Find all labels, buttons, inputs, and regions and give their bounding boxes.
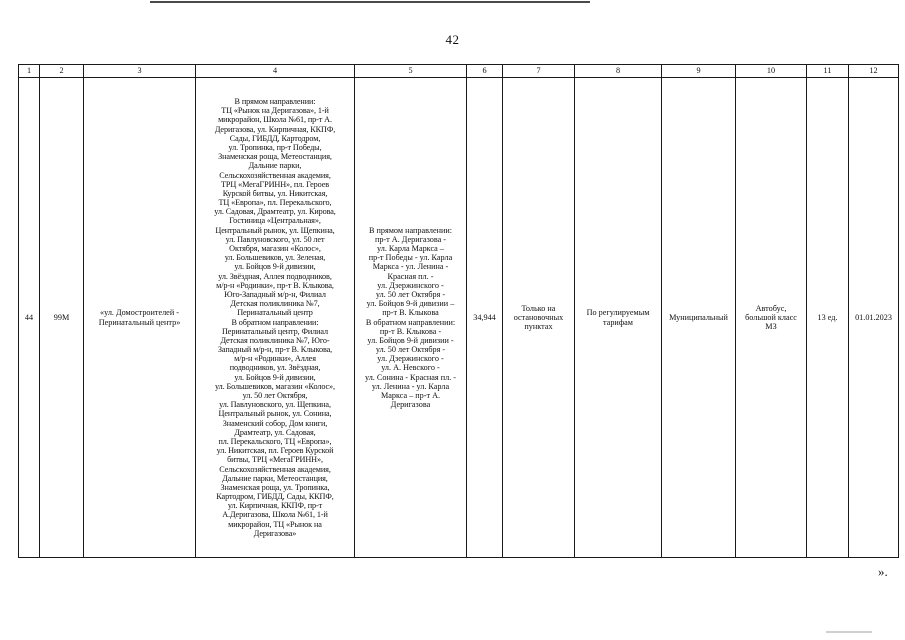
column-number-cell: 2 — [40, 65, 84, 78]
route-name-cell: «ул. Домостроителей - Перинатальный центр» — [84, 78, 196, 558]
intermediate-stops-cell: В прямом направлении: ТЦ «Рынок на Деригазова», 1-й микрорайон, Школа №61, пр-т А. Деригазова, ул. Кирпичная, ККПФ, Сады, ГИБДД, Картодром, ул. Тропинка, пр-т Победы, Знаменская роща, Метеостанция, Дальние парки, Сельскохозяйственная академия, ТРЦ «МегаГРИНН», пл. Героев Курской битвы, ул. Никитская, ТЦ «Европа», пл. Перекальского, ул. Садовая, Драмтеатр, ул. Кирова, Гостиница «Центральная», Центральный рынок, ул. Щепкина, ул. Павлуновского, ул. 50 лет Октября, магазин «Колос», ул. Большевиков, ул. Зеленая, ул. Бойцов 9-й дивизии, ул. Звёздная, Аллея подводников, м/р-н «Родинки», пр-т В. Клыкова, Юго-Западный м/р-н, Филиал Детская поликлиника №7, Перинатальный центр В обратном направлении: Перинатальный центр, Филиал Детская поликлиника №7, Юго- Западный м/р-н, пр-т В. Клыкова, м/р-н «Родинки», Аллея подводников, ул. Звёздная, ул. Бойцов 9-й дивизии, ул. Большевиков, магазин «Колос», ул. 50 лет Октября, ул. Павлуновского, ул. Щепкина, Центральный рынок, ул. Сонина, Знаменский собор, Дом книги, Драмтеатр, ул. Садовая, пл. Перекальского, ТЦ «Европа», ул. Никитская, пл. Героев Курской битвы, ТРЦ «МегаГРИНН», Сельскохозяйственная академия, Дальние парки, Метеостанция, Знаменская роща, ул. Тропинка, Картодром, ГИБДД, Сады, ККПФ, ул. Кирпичная, ККПФ, пр-т А.Деригазова, Школа №61, 1-й микрорайон, ТЦ «Рынок на Деригазова» — [196, 78, 355, 558]
carrier-type-cell: Муниципальный — [662, 78, 736, 558]
closing-quote-mark: ». — [878, 564, 888, 579]
table-row — [19, 78, 899, 558]
tariff-type-cell: По регулируемым тарифам — [575, 78, 662, 558]
column-number-row — [19, 65, 899, 78]
start-date-cell: 01.01.2023 — [849, 78, 899, 558]
column-number-cell: 8 — [575, 65, 662, 78]
stop-order-cell: Только на остановочных пунктах — [503, 78, 575, 558]
column-number-cell: 7 — [503, 65, 575, 78]
column-number-cell: 9 — [662, 65, 736, 78]
top-rule — [150, 1, 590, 3]
route-streets-cell: В прямом направлении: пр-т А. Деригазова - ул. Карла Маркса – пр-т Победы - ул. Карла Маркса - ул. Ленина - Красная пл. - ул. Дзержинского - ул. 50 лет Октября - ул. Бойцов 9-й дивизии – пр-т В. Клыкова В обратном направлении: пр-т В. Клыкова - ул. Бойцов 9-й дивизии - ул. 50 лет Октября - ул. Дзержинского - ул. А. Невского - ул. Сонина - Красная пл. - ул. Ленина - ул. Карла Маркса – пр-т А. Деригазова — [355, 78, 467, 558]
vehicle-count-cell: 13 ед. — [807, 78, 849, 558]
route-length-cell: 34,944 — [467, 78, 503, 558]
scan-edge-mark — [826, 631, 872, 633]
route-number-cell: 99М — [40, 78, 84, 558]
column-number-cell: 3 — [84, 65, 196, 78]
vehicle-class-cell: Автобус, большой класс МЗ — [736, 78, 807, 558]
column-number-cell: 4 — [196, 65, 355, 78]
column-number-cell: 12 — [849, 65, 899, 78]
route-registry-table — [18, 64, 899, 558]
column-number-cell: 1 — [19, 65, 40, 78]
registration-number-cell: 44 — [19, 78, 40, 558]
column-number-cell: 5 — [355, 65, 467, 78]
page-number: 42 — [445, 32, 460, 47]
column-number-cell: 6 — [467, 65, 503, 78]
column-number-cell: 11 — [807, 65, 849, 78]
column-number-cell: 10 — [736, 65, 807, 78]
